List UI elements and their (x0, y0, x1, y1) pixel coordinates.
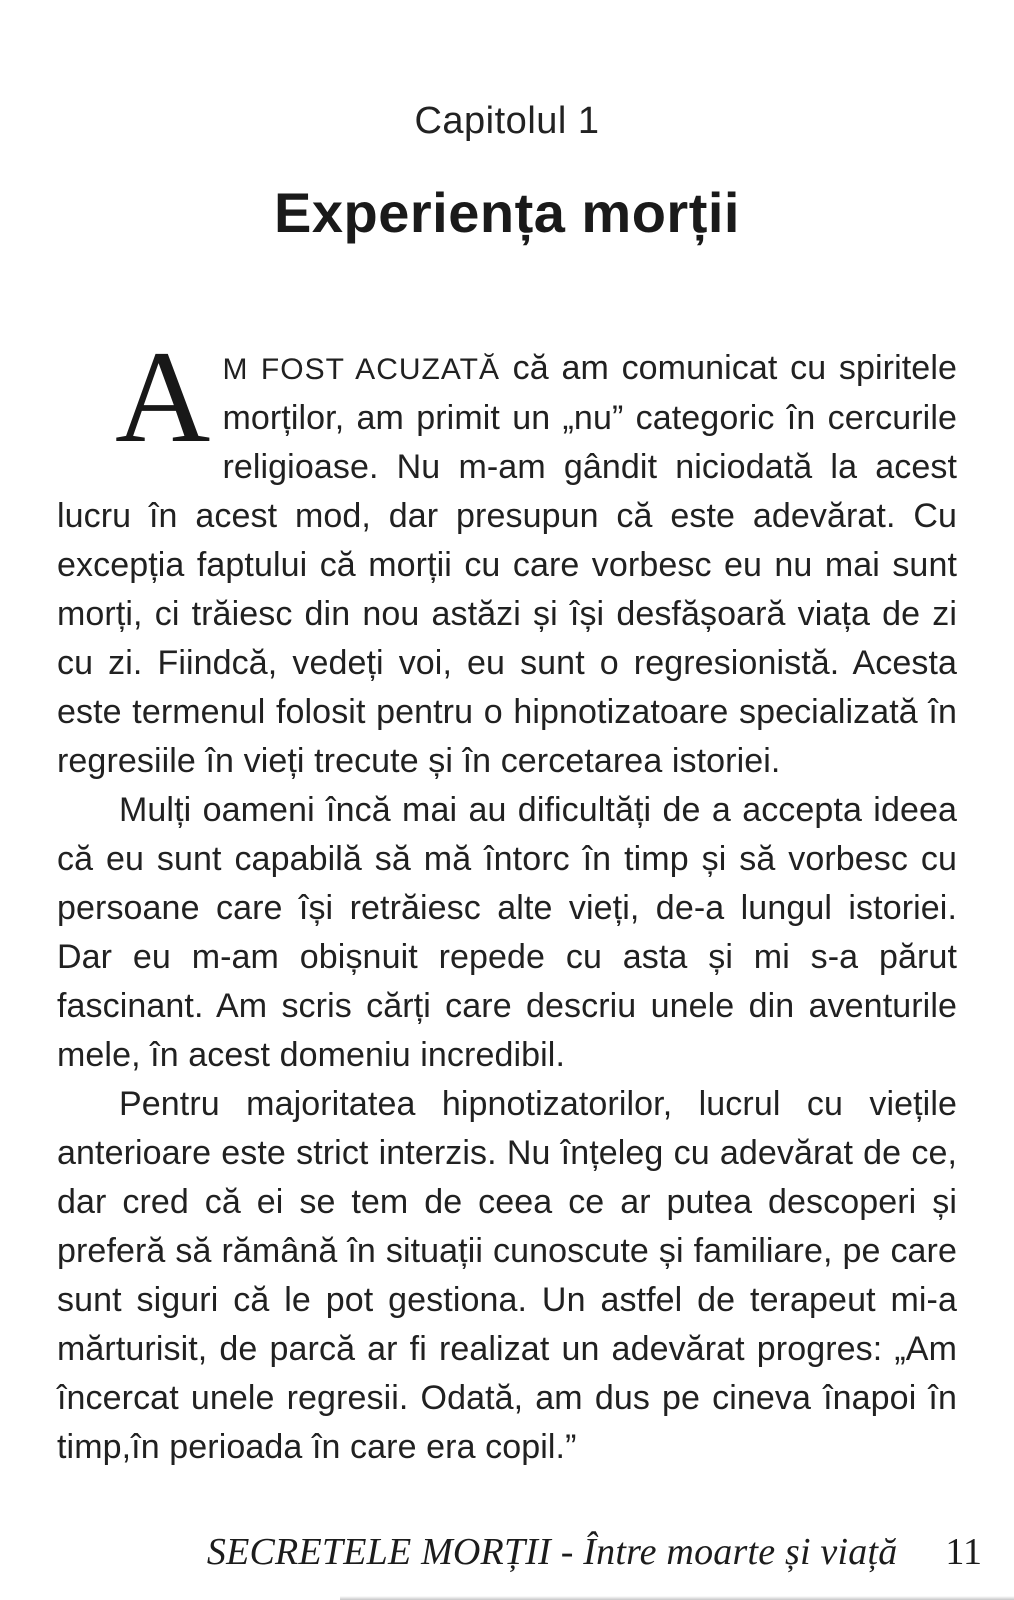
paragraph-text: că am comunicat cu spiritele morților, am primit un „nu” categoric în cercurile religioase. Nu m-am gândit niciodată la acest lucru în acest mod, dar presupun că este adevărat. Cu excepția faptului că morții cu care vorbesc eu nu mai sunt morți, ci trăiesc din nou astăzi și își desfășoară viața de zi cu zi. Fiindcă, vedeți voi, eu sunt o regresionistă. Acesta este termenul folosit pentru o hipnotizatoare specializată în regresiile în vieți trecute și în cercetarea istoriei. (57, 349, 957, 780)
chapter-label: Capitolul 1 (414, 100, 600, 142)
dropcap-letter: A (115, 323, 211, 470)
paragraph (57, 323, 957, 786)
page-title: Experiența morții (274, 181, 740, 244)
leadin-text: M FOST ACUZATĂ (222, 353, 500, 386)
scan-artifact (340, 1596, 1014, 1600)
footer-running-title: SECRETELE MORȚII - Între moarte și viață (206, 1531, 898, 1573)
paragraph: Pentru majoritatea hipnotizatorilor, lucrul cu viețile anterioare este strict interzis. Nu înțeleg cu adevărat de ce, dar cred că ei se tem de ceea ce ar putea descoperi și preferă să rămână în situații cunoscute și familiare, pe care sunt siguri că le pot gestiona. Un astfel de terapeut mi-a mărturisit, de parcă ar fi realizat un adevărat progres: „Am încercat unele regresii. Odată, am dus pe cineva înapoi în timp,în perioada în care era copil.” (57, 1085, 957, 1466)
page-number: 11 (945, 1531, 982, 1573)
paragraph: Mulți oameni încă mai au dificultăți de a accepta ideea că eu sunt capabilă să mă întorc în timp și să vorbesc cu persoane care își retrăiesc alte vieți, de-a lungul istoriei. Dar eu m-am obișnuit repede cu asta și mi s-a părut fascinant. Am scris cărți care descriu unele din aventurile mele, în acest domeniu incredibil. (57, 791, 957, 1074)
page-footer (57, 1530, 982, 1574)
body-text (57, 323, 957, 1472)
